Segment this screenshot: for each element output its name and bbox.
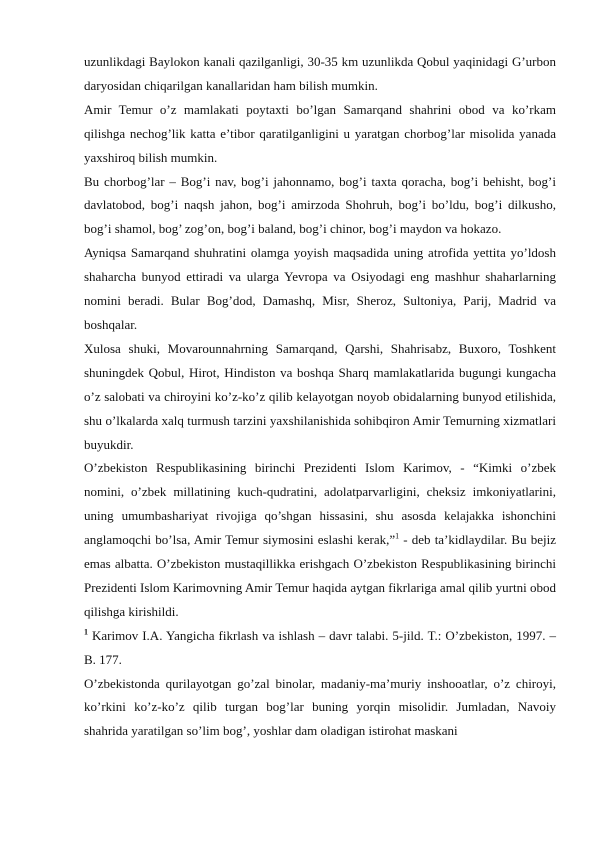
- document-page: [84, 50, 556, 743]
- footnote-reference: 1: [395, 531, 400, 541]
- paragraph-gardens: Bu chorbog’lar – Bog’i nav, bog’i jahonnamo, bog’i taxta qoracha, bog’i behisht, bog’i davlatobod, bog’i naqsh jahon, bog’i amirzoda Shohruh, bog’i bo’ldu, bog’i dilkusho, bog’i shamol, bog’ zog’on, bog’i baland, bog’i chinor, bog’i maydon va hokazo.: [84, 173, 556, 237]
- footnote-marker: 1: [84, 627, 88, 637]
- paragraph-capital: Amir Temur o’z mamlakati poytaxti bo’lgan Samarqand shahrini obod va ko’rkam qilishga nechog’lik katta e’tibor qaratilganligini u yaratgan chorbog’lar misolida yanada yaxshiroq bilish mumkin.: [84, 101, 556, 165]
- paragraph-buildings: O’zbekistonda qurilayotgan go’zal binolar, madaniy-ma’muriy inshooatlar, o’z chiroyi, ko’rkini ko’z-ko’z qilib turgan bog’lar buning yorqin misolidir. Jumladan, Navoiy shahrida yaratilgan so’lim bog’, yoshlar dam oladigan istirohat maskani: [84, 675, 556, 739]
- quote-text: O’zbekiston Respublikasining birinchi Prezidenti Islom Karimov, - “Kimki o’zbek nomini, o’zbek millatining kuch-qudratini, adolatparvarligini, cheksiz imkoniyatlarini, uning umumbashariyat rivojiga qo’shgan hissasini, shu asosda kelajakka ishonchini anglamoqchi bo’lsa, Amir Temur siymosini eslashi kerak,”: [84, 460, 556, 548]
- paragraph-satellite-towns: Ayniqsa Samarqand shuhratini olamga yoyish maqsadida uning atrofida yettita yo’ldosh shaharcha bunyod ettiradi va ularga Yevropa va Osiyodagi eng mashhur shaharlarning nomini beradi. Bular Bog’dod, Damashq, Misr, Sheroz, Sultoniya, Parij, Madrid va boshqalar.: [84, 245, 556, 332]
- footnote: [84, 624, 556, 672]
- quote-continuation: - deb ta’kidlaydilar. Bu bejiz emas albatta. O’zbekiston mustaqillikka erishgach O’zbekiston Respublikasining birinchi Prezidenti Islom Karimovning Amir Temur haqida aytgan fikrlariga amal qilib yurtni obod qilishga kirishildi.: [84, 532, 556, 619]
- paragraph-conclusion: Xulosa shuki, Movarounnahrning Samarqand, Qarshi, Shahrisabz, Buxoro, Toshkent shuningdek Qobul, Hirot, Hindiston va boshqa Sharq mamlakatlarida bugungi kungacha o’z salobati va chiroyini ko’z-ko’z qilib kelayotgan noyob obidalarning bunyod etilishida, shu o’lkalarda xalq turmush tarzini yaxshilanishida sohibqiron Amir Temurning xizmatlari buyukdir.: [84, 340, 556, 452]
- paragraph-canals: uzunlikdagi Baylokon kanali qazilganligi, 30-35 km uzunlikda Qobul yaqinidagi G’urbon daryosidan chiqarilgan kanallaridan ham bilish mumkin.: [84, 54, 556, 93]
- paragraph-quote: [84, 456, 556, 623]
- footnote-text: Karimov I.A. Yangicha fikrlash va ishlash – davr talabi. 5-jild. T.: O’zbekiston, 1997. –B. 177.: [84, 627, 556, 667]
